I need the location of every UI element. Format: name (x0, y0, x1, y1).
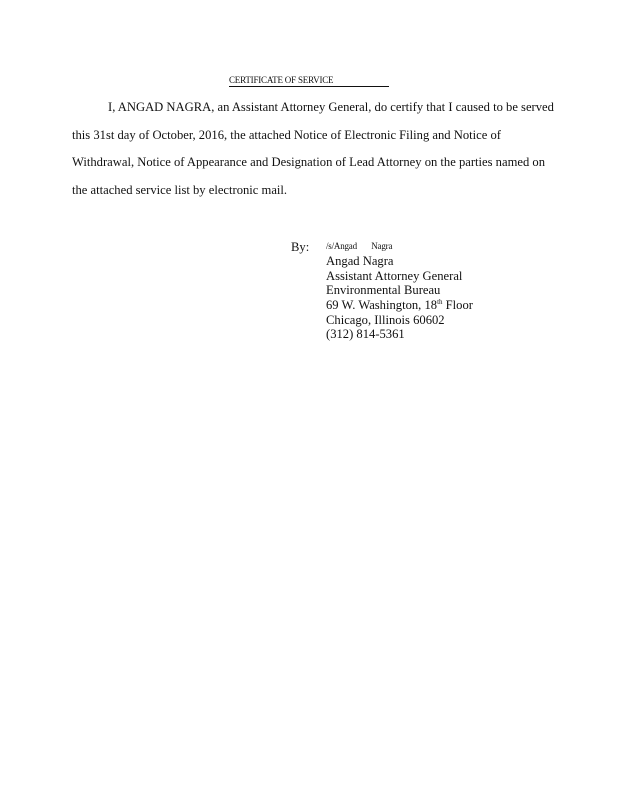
body-line-1: I, ANGAD NAGRA, an Assistant Attorney General, do certify that I caused to be served (108, 100, 554, 114)
street-suffix: Floor (442, 298, 473, 313)
signer-position: Assistant Attorney General (326, 268, 463, 283)
street-prefix: 69 W. Washington, 18 (326, 298, 438, 313)
body-line-3: Withdrawal, Notice of Appearance and Designation of Lead Attorney on the parties named on (72, 155, 545, 169)
document-title: CERTIFICATE OF SERVICE (229, 75, 389, 87)
signature-lines (326, 238, 473, 342)
body-line-2: this 31st day of October, 2016, the attached Notice of Electronic Filing and Notice of (72, 127, 501, 142)
street-superscript: th (437, 297, 443, 306)
by-label: By: (291, 240, 310, 254)
certificate-body (72, 94, 592, 204)
signer-bureau: Environmental Bureau (326, 283, 441, 298)
electronic-signature: /s/Angad Nagra (326, 241, 393, 251)
signer-phone: (312) 814-5361 (326, 327, 405, 342)
signer-street-address (326, 298, 473, 313)
signer-city: Chicago, Illinois 60602 (326, 312, 445, 327)
body-line-4: the attached service list by electronic mail. (72, 182, 288, 197)
signer-name: Angad Nagra (326, 254, 394, 268)
